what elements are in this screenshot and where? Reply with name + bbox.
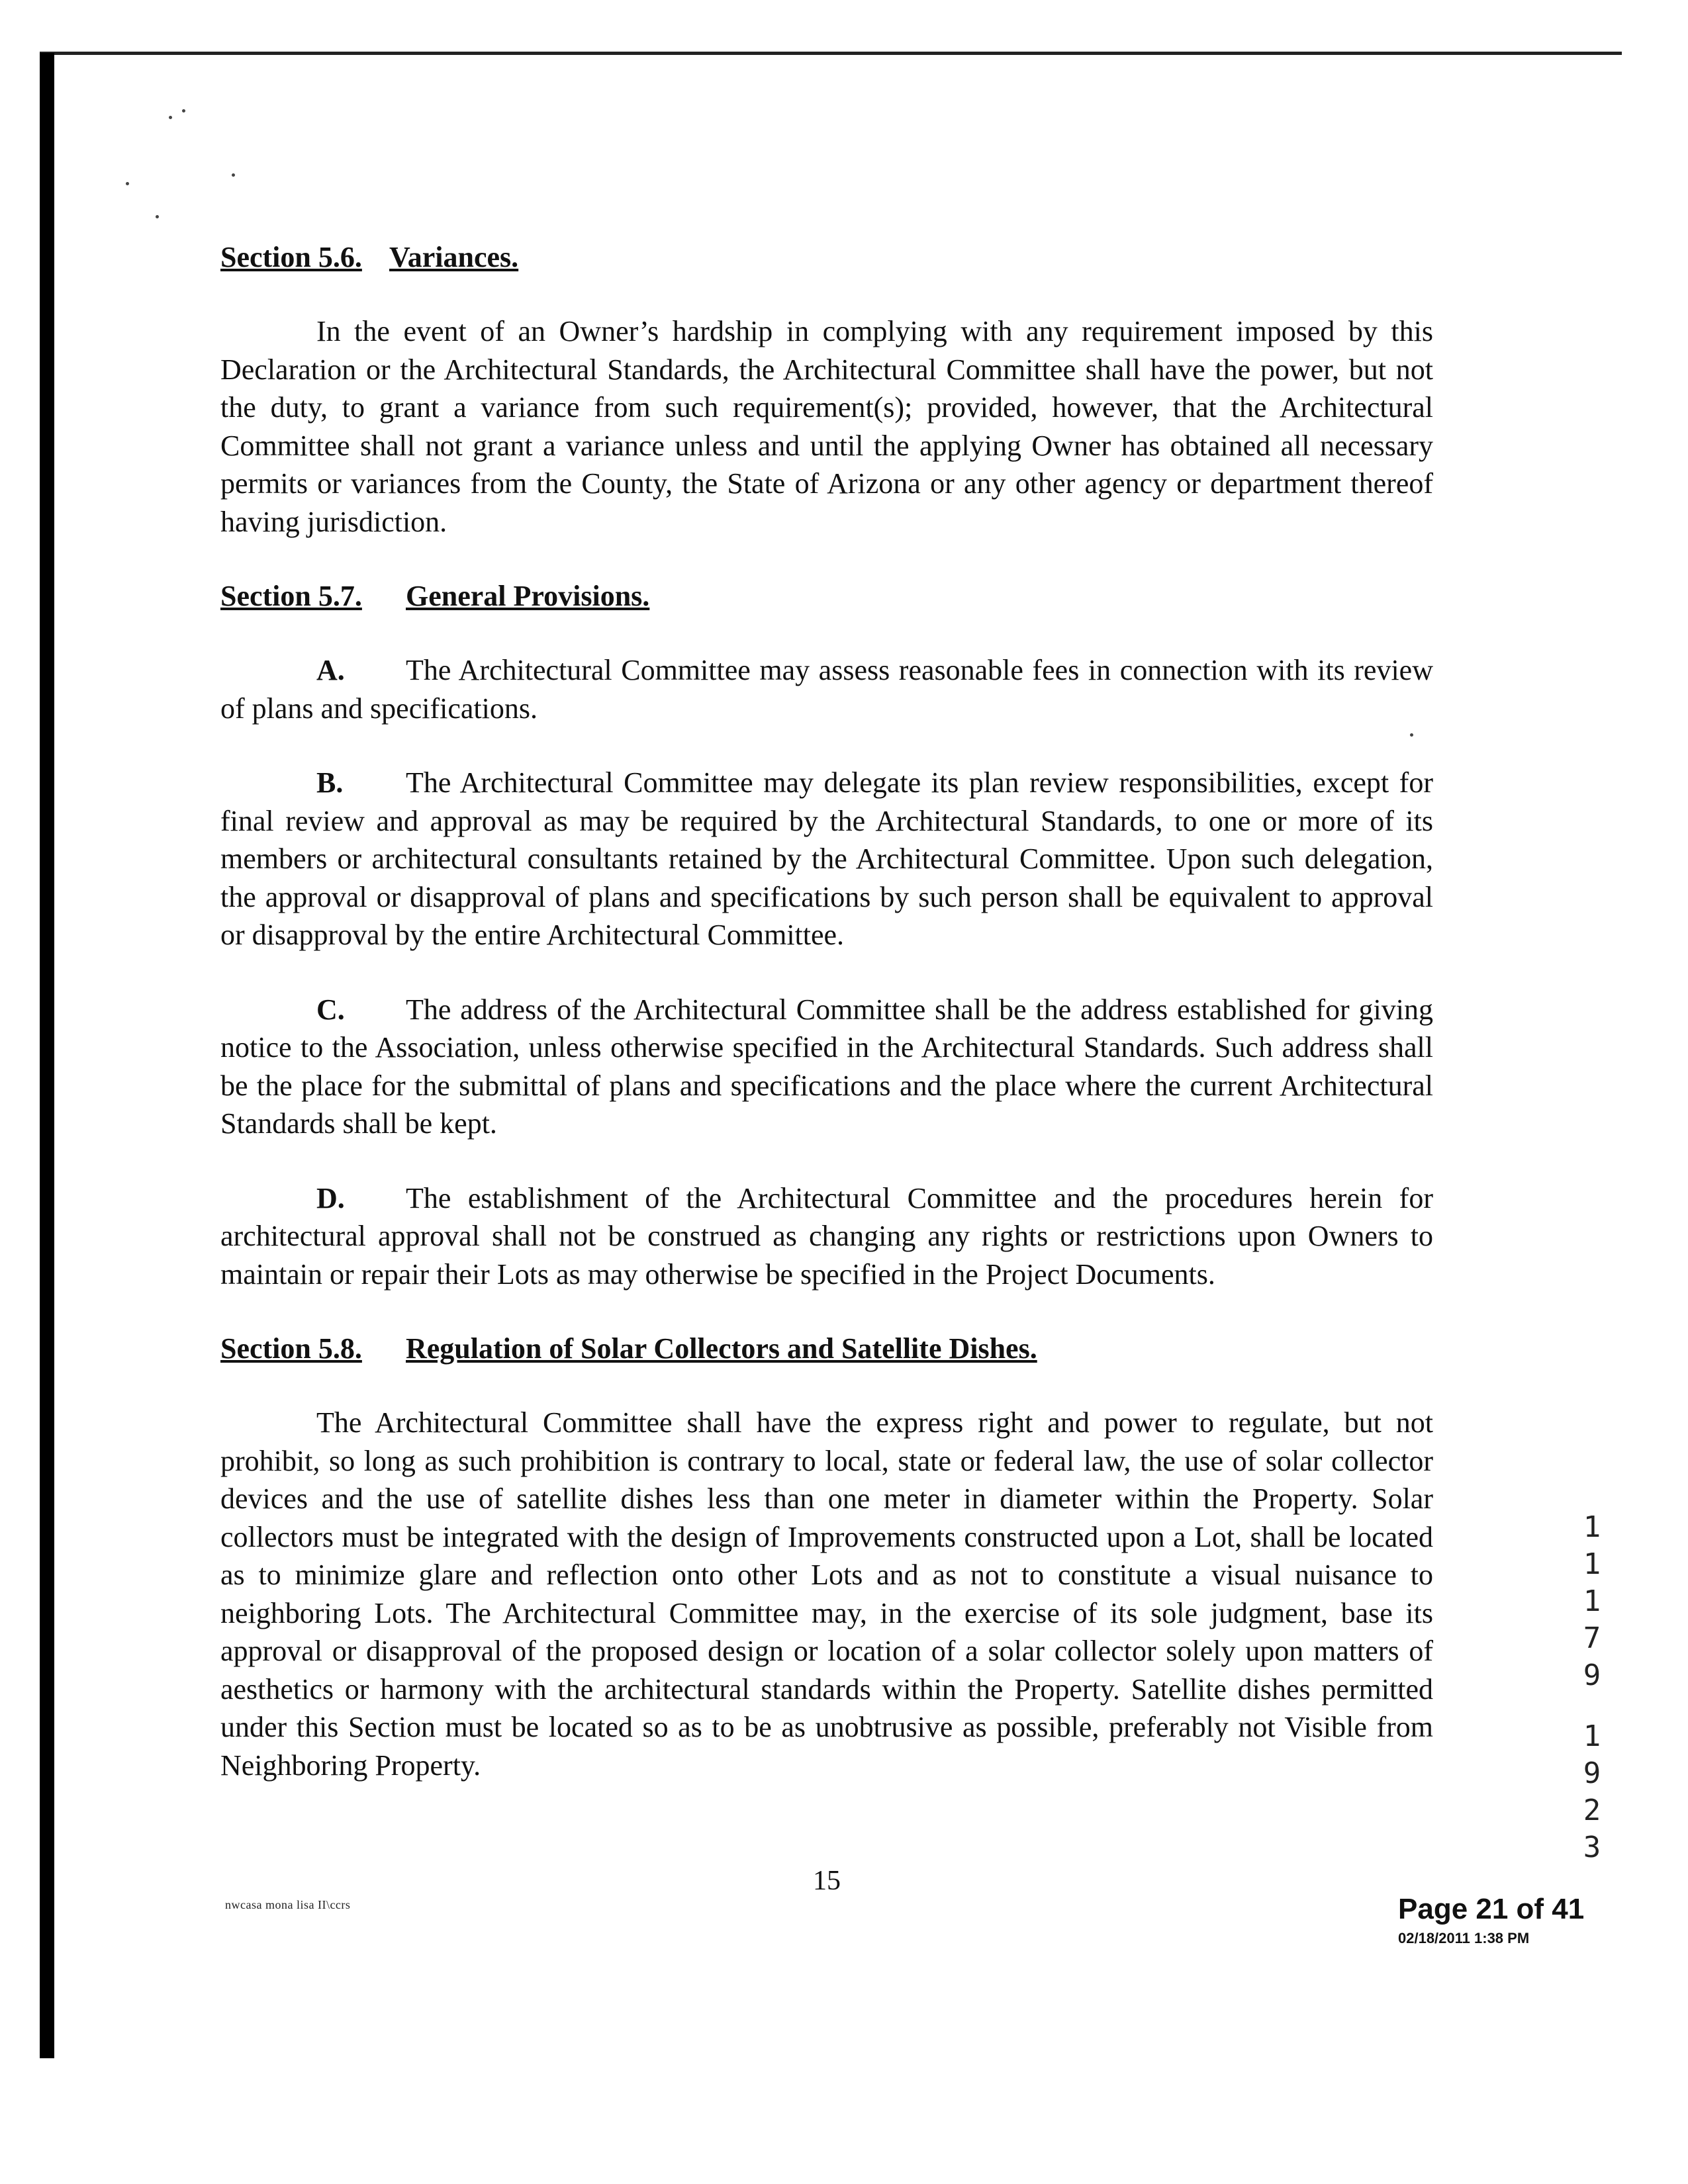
provision-item-d [220,1179,1433,1294]
stamp-digit: 9 [1583,1756,1601,1790]
section-title: General Provisions. [406,580,650,612]
item-text: The Architectural Committee may delegate its plan review responsibilities, except for final review and approval as may be required by the Architectural Standards, to one or more of its members or architectural consultants retained by the Architectural Committee. Upon such delegation, the approval or disapproval of plans and specifications by such person shall be equivalent to approval or disapproval by the entire Architectural Committee. [220,766,1433,951]
margin-recording-stamp [1579,1509,1605,1866]
item-text: The establishment of the Architectural Committee and the procedures herein for architectural approval shall not be construed as changing any rights or restrictions upon Owners to maintain or repair their Lots as may otherwise be specified in the Project Documents. [220,1181,1433,1291]
scan-speck [232,173,235,177]
stamp-digit: 3 [1583,1831,1601,1864]
provision-item-b [220,764,1433,954]
recording-timestamp: 02/18/2011 1:38 PM [1398,1930,1530,1946]
stamp-digit: 1 [1583,1719,1601,1753]
scan-speck [182,109,185,113]
section-number: Section 5.7. [220,580,362,612]
stamp-digit: 7 [1583,1621,1601,1655]
page-count-stamp: Page 21 of 41 [1398,1893,1585,1925]
item-label: D. [316,1181,345,1214]
section-number: Section 5.8. [220,1332,362,1365]
stamp-gap [1579,1694,1605,1718]
stamp-digit: 1 [1583,1547,1601,1581]
stamp-digit: 1 [1583,1584,1601,1618]
section-title: Regulation of Solar Collectors and Satellite Dishes. [406,1332,1037,1365]
item-label: C. [316,993,345,1026]
stamp-digit: 2 [1583,1794,1601,1827]
file-reference: nwcasa mona lisa II\ccrs [225,1898,351,1911]
section-number: Section 5.6. [220,241,362,273]
section-title: Variances. [389,241,519,273]
item-label: B. [316,766,344,799]
provision-item-a [220,651,1433,727]
section-5-7-heading [220,577,1433,615]
item-text: The address of the Architectural Committee shall be the address established for giving notice to the Association, unless otherwise specified in the Architectural Standards. Such address shall be the place for the submittal of plans and specifications and the place where the current Architectural Standards shall be kept. [220,993,1433,1140]
page-number: 15 [813,1866,841,1896]
stamp-digit: 9 [1583,1659,1601,1692]
section-5-6-heading [220,238,1433,276]
section-5-6-body: In the event of an Owner’s hardship in complying with any requirement imposed by this Declaration or the Architectural Standards, the Architectural Committee shall have the power, but not the duty, to grant a variance from such requirement(s); provided, however, that the Architectural Committee shall not grant a variance unless and until the applying Owner has obtained all necessary permits or variances from the County, the State of Arizona or any other agency or department thereof having jurisdiction. [220,315,1433,538]
document-body [220,238,1433,1821]
item-label: A. [316,654,345,686]
provision-item-c [220,991,1433,1143]
stamp-digit: 1 [1583,1510,1601,1544]
section-5-8-heading [220,1330,1433,1367]
section-5-8-body: The Architectural Committee shall have the express right and power to regulate, but not prohibit, so long as such prohibition is contrary to local, state or federal law, the use of solar collector devices and the use of satellite dishes less than one meter in diameter within the Property. Solar collectors must be integrated with the design of Improvements constructed upon a Lot, shall be located as to minimize glare and reflection onto other Lots and as not to constitute a visual nuisance to neighboring Lots. The Architectural Committee may, in the exercise of its sole judgment, base its approval or disapproval of the proposed design or location of a solar collector solely upon matters of aesthetics or harmony with the architectural standards within the Property. Satellite dishes permitted under this Section must be located so as to be as unobtrusive as possible, preferably not Visible from Neighboring Property. [220,1406,1433,1782]
scan-speck [156,215,159,218]
scan-speck [169,116,172,119]
item-text: The Architectural Committee may assess reasonable fees in connection with its review of plans and specifications. [220,654,1433,725]
top-rule [40,52,1622,55]
scan-speck [126,182,129,185]
scan-edge-bar [40,53,54,2058]
